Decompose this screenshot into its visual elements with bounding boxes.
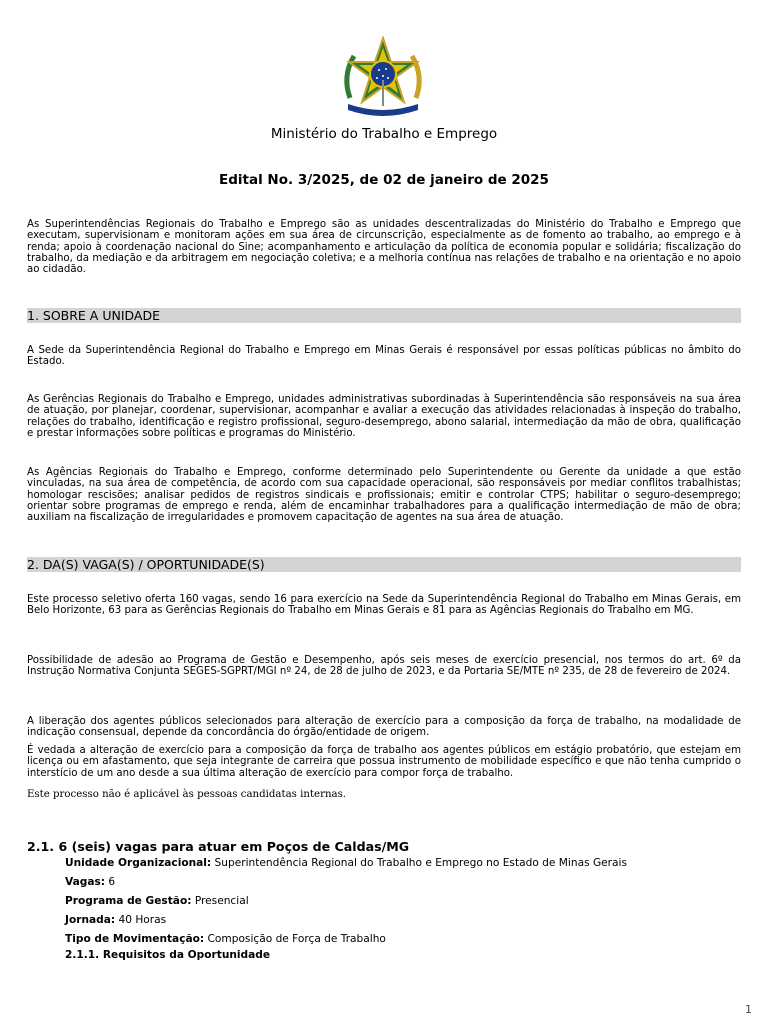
field-value: 6 xyxy=(108,876,116,888)
page-number: 1 xyxy=(745,1003,752,1016)
field-value: 40 Horas xyxy=(118,914,167,926)
section-2-paragraph: Este processo não é aplicável às pessoas candidatas internas. xyxy=(27,789,347,800)
section-1-paragraph: A Sede da Superintendência Regional do Trabalho e Emprego em Minas Gerais é responsável por essas políticas públicas no âmbito do Estado. xyxy=(27,345,741,368)
coat-of-arms-icon xyxy=(338,36,428,116)
section-2-paragraph: A liberação dos agentes públicos selecionados para alteração de exercício para a composição da força de trabalho, na modalidade de indicação consensual, depende da concordância do órgão/entidade de origem. xyxy=(27,716,741,739)
edital-title: Edital No. 3/2025, de 02 de janeiro de 2025 xyxy=(219,172,549,188)
field-jornada xyxy=(65,914,166,926)
field-tipo-movimentacao xyxy=(65,933,386,945)
section-1-heading: 1. SOBRE A UNIDADE xyxy=(27,308,741,323)
requirements-heading: 2.1.1. Requisitos da Oportunidade xyxy=(65,949,271,961)
field-programa xyxy=(65,895,249,907)
section-2-paragraph: Este processo seletivo oferta 160 vagas, sendo 16 para exercício na Sede da Superintendência Regional do Trabalho em Minas Gerais, em Belo Horizonte, 63 para as Gerências Regionais do Trabalho em Minas Gerais e 81 para as Agências Regionais do Trabalho em MG. xyxy=(27,594,741,617)
field-label: Programa de Gestão: xyxy=(65,895,192,907)
field-value: Superintendência Regional do Trabalho e Emprego no Estado de Minas Gerais xyxy=(214,857,627,869)
field-value: Presencial xyxy=(194,895,249,907)
section-1-paragraph: As Gerências Regionais do Trabalho e Emprego, unidades administrativas subordinadas à Superintendência são responsáveis na sua área de atuação, por planejar, coordenar, supervisionar, acompanhar e avaliar a execução das atividades relacionadas à inspeção do trabalho, relações do trabalho, identificação e registro profissional, seguro-desemprego, abono salarial, intermediação da mão de obra, qualificação e prestar informações sobre políticas e programas do Ministério. xyxy=(27,394,741,439)
ministry-name: Ministério do Trabalho e Emprego xyxy=(270,126,498,142)
subsection-heading: 2.1. 6 (seis) vagas para atuar em Poços de Caldas/MG xyxy=(27,839,410,854)
section-2-paragraph: Possibilidade de adesão ao Programa de Gestão e Desempenho, após seis meses de exercício presencial, nos termos do art. 6º da Instrução Normativa Conjunta SEGES-SGPRT/MGI nº 24, de 28 de julho de 2023, e da Portaria SE/MTE nº 235, de 28 de fevereiro de 2024. xyxy=(27,655,741,678)
field-unidade xyxy=(65,857,627,869)
section-1-paragraph: As Agências Regionais do Trabalho e Emprego, conforme determinado pelo Superintendente ou Gerente da unidade a que estão vinculadas, na sua área de competência, de acordo com sua capacidade operacional, são responsáveis por mediar conflitos trabalhistas; homologar rescisões; analisar pedidos de registros sindicais e profissionais; emitir e controlar CTPS; habilitar o seguro-desemprego; orientar sobre programas de emprego e renda, além de encaminhar trabalhadores para a qualificação intermediação de mão de obra; auxiliam na fiscalização de irregularidades e promovem capacitação de agentes na sua área de atuação. xyxy=(27,467,741,524)
section-2-paragraph: É vedada a alteração de exercício para a composição da força de trabalho aos agentes públicos em estágio probatório, que estejam em licença ou em afastamento, que seja integrante de carreira que possua instrumento de mobilidade específico e que não tenha cumprido o interstício de um ano desde a sua última alteração de exercício para compor força de trabalho. xyxy=(27,745,741,779)
field-label: Vagas: xyxy=(65,876,106,888)
field-value: Composição de Força de Trabalho xyxy=(207,933,386,945)
field-label: Tipo de Movimentação: xyxy=(65,933,205,945)
intro-paragraph: As Superintendências Regionais do Trabalho e Emprego são as unidades descentralizadas do Ministério do Trabalho e Emprego que executam, supervisionam e monitoram ações em sua área de circunscrição, especialmente as de fomento ao trabalho, ao emprego e à renda; apoio à coordenação nacional do Sine; acompanhamento e articulação da política de economia popular e solidária; fiscalização do trabalho, da mediação e da arbitragem em negociação coletiva; e a melhoria contínua nas relações de trabalho e na orientação e no apoio ao cidadão. xyxy=(27,219,741,276)
field-label: Jornada: xyxy=(65,914,116,926)
section-2-heading: 2. DA(S) VAGA(S) / OPORTUNIDADE(S) xyxy=(27,557,741,572)
field-vagas xyxy=(65,876,115,888)
field-label: Unidade Organizacional: xyxy=(65,857,212,869)
